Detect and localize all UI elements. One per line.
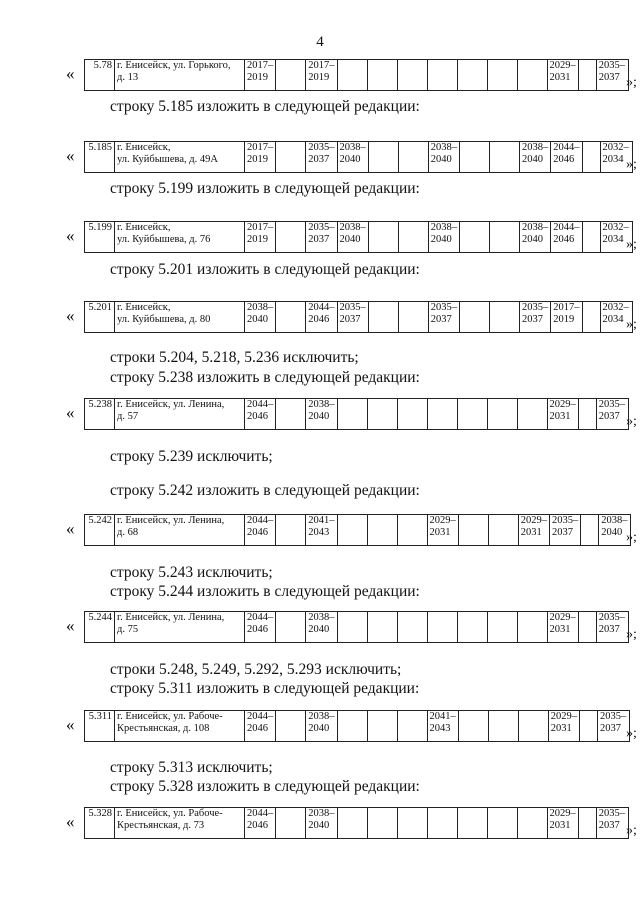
table-block xyxy=(0,514,640,564)
period-cell xyxy=(582,142,600,173)
period-cell xyxy=(490,142,520,173)
period-line: 2046 xyxy=(247,527,268,538)
period-line: 2032– xyxy=(602,222,629,233)
close-quote: »; xyxy=(626,823,637,838)
period-cell xyxy=(427,515,458,546)
period-cell xyxy=(547,808,578,839)
period-cell xyxy=(306,142,337,173)
period-cell xyxy=(276,222,306,253)
table-row xyxy=(84,807,629,839)
close-quote: »; xyxy=(626,530,637,545)
table-block xyxy=(0,807,640,857)
period-line: 2032– xyxy=(602,142,629,153)
period-cell xyxy=(245,142,276,173)
period-line: 2029– xyxy=(549,60,576,71)
period-cell xyxy=(551,302,582,333)
period-line: 2035– xyxy=(522,302,549,313)
period-cell xyxy=(368,302,398,333)
period-line: 2040 xyxy=(522,154,543,165)
period-cell xyxy=(276,612,306,643)
period-line: 2037 xyxy=(600,723,621,734)
period-line: 2046 xyxy=(308,314,330,325)
period-cell xyxy=(581,515,599,546)
table-row xyxy=(84,141,633,173)
period-cell xyxy=(397,711,427,742)
period-line: 2044– xyxy=(247,711,274,722)
period-line: 2031 xyxy=(520,527,542,538)
period-cell xyxy=(547,399,578,430)
period-line: 2019 xyxy=(247,154,268,165)
period-line: 2037 xyxy=(598,72,620,83)
period-cell xyxy=(397,399,427,430)
open-quote: « xyxy=(66,306,75,325)
address-cell xyxy=(115,60,245,91)
period-line: 2046 xyxy=(247,723,268,734)
instruction-text: строку 5.199 изложить в следующей редакции: xyxy=(110,180,420,197)
period-cell xyxy=(245,302,276,333)
period-line: 2029– xyxy=(549,399,576,410)
address-line: г. Енисейск, ул. Ленина, xyxy=(117,399,225,410)
period-cell xyxy=(460,222,490,253)
instruction-text: строки 5.204, 5.218, 5.236 исключить; xyxy=(110,349,359,366)
period-line: 2029– xyxy=(549,612,576,623)
period-line: 2037 xyxy=(552,527,573,538)
period-line: 2029– xyxy=(429,515,456,526)
period-cell xyxy=(596,60,628,91)
period-line: 2038– xyxy=(601,515,628,526)
address-line: д. 75 xyxy=(117,624,139,635)
period-cell xyxy=(367,808,397,839)
period-cell xyxy=(245,612,276,643)
period-cell xyxy=(518,711,548,742)
period-cell xyxy=(276,808,306,839)
period-line: 2046 xyxy=(247,820,268,831)
period-line: 2035– xyxy=(430,302,457,313)
close-quote: »; xyxy=(626,75,637,90)
address-line: г. Енисейск, xyxy=(117,222,171,233)
instruction-text: строку 5.244 изложить в следующей редакции: xyxy=(110,583,420,600)
period-cell xyxy=(490,222,520,253)
table-block xyxy=(0,398,640,448)
period-line: 2038– xyxy=(522,142,549,153)
period-line: 2035– xyxy=(598,399,625,410)
period-line: 2031 xyxy=(550,723,572,734)
instruction-text: строку 5.239 исключить; xyxy=(110,448,273,465)
period-cell xyxy=(520,142,551,173)
period-line: 2040 xyxy=(601,527,623,538)
period-line: 2043 xyxy=(308,527,330,538)
period-cell xyxy=(428,302,459,333)
period-cell xyxy=(596,612,628,643)
period-line: 2037 xyxy=(598,820,620,831)
address-line: д. 13 xyxy=(117,72,139,83)
period-cell xyxy=(337,515,367,546)
period-line: 2041– xyxy=(308,515,335,526)
period-line: 2019 xyxy=(247,72,268,83)
period-line: 2031 xyxy=(549,411,571,422)
period-cell xyxy=(306,222,337,253)
period-cell xyxy=(517,808,547,839)
address-line: г. Енисейск, ул. Горького, xyxy=(117,60,231,71)
instruction-text: строку 5.238 изложить в следующей редакции: xyxy=(110,369,420,386)
close-quote: »; xyxy=(626,237,637,252)
period-line: 2035– xyxy=(308,222,335,233)
address-line: ул. Куйбышева, д. 49А xyxy=(117,154,218,165)
period-cell xyxy=(457,399,487,430)
period-line: 2038– xyxy=(247,302,274,313)
row-number: 5.201 xyxy=(85,302,115,333)
table-row xyxy=(84,514,631,546)
period-line: 2044– xyxy=(247,399,274,410)
address-cell xyxy=(115,515,245,546)
period-line: 2019 xyxy=(553,314,575,325)
period-cell xyxy=(488,711,518,742)
period-cell xyxy=(397,515,427,546)
period-cell xyxy=(306,711,337,742)
period-line: 2040 xyxy=(247,314,268,325)
period-cell xyxy=(306,612,337,643)
period-cell xyxy=(337,60,367,91)
period-line: 2038– xyxy=(308,808,335,819)
period-cell xyxy=(596,808,628,839)
address-line: ул. Куйбышева, д. 80 xyxy=(117,314,211,325)
table-row xyxy=(84,710,630,742)
address-cell xyxy=(115,302,245,333)
open-quote: « xyxy=(66,715,75,734)
period-line: 2040 xyxy=(308,624,330,635)
open-quote: « xyxy=(66,616,75,635)
period-cell xyxy=(306,60,337,91)
period-line: 2040 xyxy=(308,820,330,831)
period-line: 2040 xyxy=(522,234,543,245)
period-line: 2037 xyxy=(308,234,330,245)
period-line: 2038– xyxy=(522,222,549,233)
period-cell xyxy=(397,612,427,643)
period-line: 2040 xyxy=(339,154,361,165)
period-line: 2044– xyxy=(553,222,580,233)
close-quote: »; xyxy=(626,627,637,642)
period-cell xyxy=(517,612,547,643)
instruction-text: строку 5.185 изложить в следующей редакции: xyxy=(110,98,420,115)
period-cell xyxy=(578,808,596,839)
period-cell xyxy=(551,222,582,253)
table-block xyxy=(0,710,640,760)
period-line: 2040 xyxy=(308,411,330,422)
address-line: г. Енисейск, xyxy=(117,302,171,313)
instruction-text: строку 5.328 изложить в следующей редакции: xyxy=(110,778,420,795)
period-cell xyxy=(520,302,551,333)
address-cell xyxy=(115,142,245,173)
period-line: 2034 xyxy=(602,314,624,325)
period-line: 2035– xyxy=(598,612,625,623)
row-number: 5.185 xyxy=(85,142,115,173)
address-cell xyxy=(115,808,245,839)
period-line: 2035– xyxy=(552,515,579,526)
row-number: 5.311 xyxy=(85,711,115,742)
period-line: 2017– xyxy=(553,302,580,313)
period-line: 2034 xyxy=(602,234,624,245)
period-line: 2037 xyxy=(308,154,330,165)
instruction-text: строку 5.201 изложить в следующей редакции: xyxy=(110,261,420,278)
period-line: 2029– xyxy=(550,711,577,722)
period-line: 2046 xyxy=(247,624,268,635)
period-cell xyxy=(306,302,337,333)
address-line: д. 68 xyxy=(117,527,139,538)
table-row xyxy=(84,611,629,643)
period-line: 2035– xyxy=(600,711,627,722)
period-line: 2034 xyxy=(602,154,624,165)
period-cell xyxy=(398,142,428,173)
period-cell xyxy=(306,515,337,546)
table-row xyxy=(84,398,629,430)
period-cell xyxy=(306,808,337,839)
address-cell xyxy=(115,399,245,430)
period-cell xyxy=(582,222,600,253)
period-line: 2017– xyxy=(247,142,274,153)
period-cell xyxy=(276,142,306,173)
period-line: 2040 xyxy=(308,723,330,734)
period-cell xyxy=(428,222,459,253)
period-line: 2037 xyxy=(598,411,620,422)
period-cell xyxy=(578,612,596,643)
period-cell xyxy=(276,302,306,333)
close-quote: »; xyxy=(626,414,637,429)
period-cell xyxy=(427,60,457,91)
table-block xyxy=(0,611,640,661)
period-cell xyxy=(427,399,457,430)
address-line: Крестьянская, д. 108 xyxy=(117,723,210,734)
period-cell xyxy=(245,222,276,253)
period-cell xyxy=(551,142,582,173)
period-cell xyxy=(368,222,398,253)
period-cell xyxy=(367,60,397,91)
period-cell xyxy=(457,60,487,91)
period-cell xyxy=(517,399,547,430)
period-cell xyxy=(398,302,428,333)
row-number: 5.199 xyxy=(85,222,115,253)
period-line: 2044– xyxy=(553,142,580,153)
period-cell xyxy=(367,711,397,742)
period-cell xyxy=(428,142,459,173)
period-line: 2038– xyxy=(308,612,335,623)
period-cell xyxy=(457,808,487,839)
period-line: 2046 xyxy=(553,234,575,245)
address-cell xyxy=(115,222,245,253)
address-line: г. Енисейск, ул. Рабоче- xyxy=(117,808,223,819)
period-cell xyxy=(245,711,276,742)
period-line: 2043 xyxy=(429,723,451,734)
period-line: 2044– xyxy=(247,515,274,526)
period-cell xyxy=(245,399,276,430)
open-quote: « xyxy=(66,812,75,831)
address-line: г. Енисейск, ул. Рабоче- xyxy=(117,711,223,722)
period-cell xyxy=(368,142,398,173)
period-line: 2037 xyxy=(430,314,452,325)
period-line: 2046 xyxy=(553,154,575,165)
period-cell xyxy=(487,612,517,643)
period-cell xyxy=(578,60,596,91)
period-cell xyxy=(487,808,517,839)
period-line: 2031 xyxy=(549,72,571,83)
period-cell xyxy=(337,612,367,643)
period-cell xyxy=(582,302,600,333)
period-cell xyxy=(518,515,549,546)
period-cell xyxy=(306,399,337,430)
period-cell xyxy=(397,60,427,91)
period-cell xyxy=(596,399,628,430)
row-number: 5.242 xyxy=(85,515,115,546)
period-cell xyxy=(337,222,368,253)
period-line: 2038– xyxy=(308,711,335,722)
period-line: 2017– xyxy=(247,222,274,233)
period-cell xyxy=(337,808,367,839)
row-number: 5.244 xyxy=(85,612,115,643)
table-block xyxy=(0,301,640,351)
page-number: 4 xyxy=(316,34,324,50)
period-cell xyxy=(487,60,517,91)
address-cell xyxy=(115,711,245,742)
period-line: 2031 xyxy=(549,820,571,831)
period-cell xyxy=(337,711,367,742)
period-cell xyxy=(397,808,427,839)
period-line: 2035– xyxy=(339,302,366,313)
address-line: г. Енисейск, ул. Ленина, xyxy=(117,515,225,526)
period-cell xyxy=(427,711,458,742)
address-line: ул. Куйбышева, д. 76 xyxy=(117,234,211,245)
period-cell xyxy=(458,515,488,546)
period-cell xyxy=(457,612,487,643)
period-line: 2038– xyxy=(308,399,335,410)
table-row xyxy=(84,59,629,91)
close-quote: »; xyxy=(626,317,637,332)
period-cell xyxy=(460,142,490,173)
period-cell xyxy=(276,515,306,546)
open-quote: « xyxy=(66,403,75,422)
period-cell xyxy=(460,302,490,333)
period-cell xyxy=(547,60,578,91)
period-line: 2035– xyxy=(598,808,625,819)
open-quote: « xyxy=(66,226,75,245)
period-cell xyxy=(367,515,397,546)
period-line: 2044– xyxy=(308,302,335,313)
period-line: 2031 xyxy=(429,527,451,538)
period-cell xyxy=(367,612,397,643)
period-line: 2038– xyxy=(430,222,457,233)
period-cell xyxy=(398,222,428,253)
period-cell xyxy=(580,711,598,742)
instruction-text: строки 5.248, 5.249, 5.292, 5.293 исключить; xyxy=(110,661,402,678)
period-cell xyxy=(458,711,488,742)
period-cell xyxy=(517,60,547,91)
address-cell xyxy=(115,612,245,643)
period-cell xyxy=(487,399,517,430)
address-line: Крестьянская, д. 73 xyxy=(117,820,205,831)
period-line: 2040 xyxy=(339,234,361,245)
close-quote: »; xyxy=(626,726,637,741)
instruction-text: строку 5.313 исключить; xyxy=(110,759,273,776)
period-cell xyxy=(245,60,276,91)
address-line: г. Енисейск, xyxy=(117,142,171,153)
period-line: 2035– xyxy=(598,60,625,71)
period-line: 2032– xyxy=(602,302,629,313)
period-line: 2037 xyxy=(339,314,361,325)
period-cell xyxy=(550,515,581,546)
period-cell xyxy=(337,399,367,430)
period-cell xyxy=(488,515,518,546)
open-quote: « xyxy=(66,146,75,165)
instruction-text: строку 5.242 изложить в следующей редакции: xyxy=(110,482,420,499)
close-quote: »; xyxy=(626,157,637,172)
period-line: 2038– xyxy=(430,142,457,153)
period-line: 2017– xyxy=(308,60,335,71)
period-line: 2029– xyxy=(549,808,576,819)
address-line: г. Енисейск, ул. Ленина, xyxy=(117,612,225,623)
period-line: 2019 xyxy=(247,234,268,245)
period-cell xyxy=(245,808,276,839)
period-line: 2029– xyxy=(520,515,547,526)
period-cell xyxy=(337,302,368,333)
period-cell xyxy=(578,399,596,430)
period-line: 2017– xyxy=(247,60,274,71)
open-quote: « xyxy=(66,64,75,83)
row-number: 5.328 xyxy=(85,808,115,839)
period-cell xyxy=(427,808,457,839)
instruction-text: строку 5.311 изложить в следующей редакции: xyxy=(110,680,420,697)
period-cell xyxy=(548,711,579,742)
row-number: 5.238 xyxy=(85,399,115,430)
instruction-text: строку 5.243 исключить; xyxy=(110,564,273,581)
period-line: 2035– xyxy=(308,142,335,153)
period-cell xyxy=(276,60,306,91)
period-line: 2038– xyxy=(339,142,366,153)
period-line: 2019 xyxy=(308,72,330,83)
address-line: д. 57 xyxy=(117,411,139,422)
period-line: 2031 xyxy=(549,624,571,635)
table-row xyxy=(84,301,633,333)
period-cell xyxy=(547,612,578,643)
period-line: 2040 xyxy=(430,154,452,165)
period-cell xyxy=(337,142,368,173)
period-line: 2040 xyxy=(430,234,452,245)
period-cell xyxy=(276,711,306,742)
open-quote: « xyxy=(66,519,75,538)
period-line: 2046 xyxy=(247,411,268,422)
period-cell xyxy=(367,399,397,430)
period-line: 2044– xyxy=(247,612,274,623)
period-cell xyxy=(598,711,630,742)
period-cell xyxy=(276,399,306,430)
period-cell xyxy=(520,222,551,253)
period-line: 2041– xyxy=(429,711,456,722)
period-line: 2038– xyxy=(339,222,366,233)
period-cell xyxy=(427,612,457,643)
period-line: 2044– xyxy=(247,808,274,819)
period-line: 2037 xyxy=(598,624,620,635)
period-line: 2037 xyxy=(522,314,543,325)
period-cell xyxy=(245,515,276,546)
period-cell xyxy=(490,302,520,333)
row-number: 5.78 xyxy=(85,60,115,91)
table-row xyxy=(84,221,633,253)
